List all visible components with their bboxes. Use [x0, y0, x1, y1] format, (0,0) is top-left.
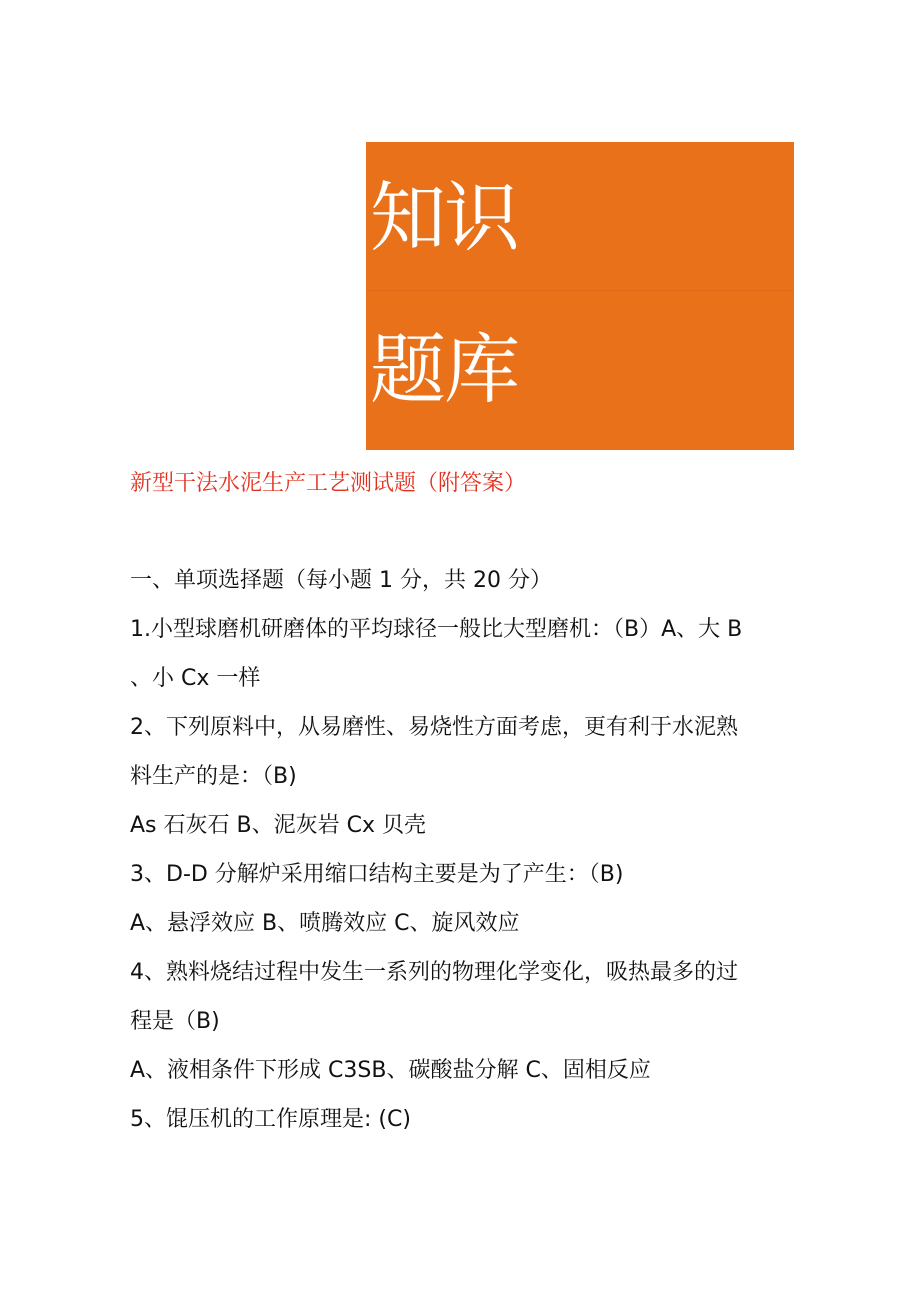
document-title: 新型干法水泥生产工艺测试题（附答案）	[130, 471, 527, 496]
answer-options-line: A、液相条件下形成 C3SB、碳酸盐分解 C、固相反应	[130, 1058, 651, 1083]
question-line: 料生产的是：（B)	[130, 764, 297, 789]
section-heading: 一、单项选择题（每小题 1 分，共 20 分）	[130, 568, 552, 593]
question-text	[130, 556, 790, 1144]
question-line: 1.小型球磨机研磨体的平均球径一般比大型磨机：（B）A、大 B	[130, 617, 743, 642]
answer-options-line: A、悬浮效应 B、喷腾效应 C、旋风效应	[130, 911, 520, 936]
cover-title-line-1: 知识	[370, 173, 518, 262]
question-line: 2、下列原料中，从易磨性、易烧性方面考虑，更有利于水泥熟	[130, 715, 738, 740]
answer-options-line: As 石灰石 B、泥灰岩 Cx 贝壳	[130, 813, 426, 838]
question-line: 、小 Cx 一样	[130, 666, 261, 691]
cover-block	[366, 142, 794, 450]
question-line: 5、馄压机的工作原理是: (C)	[130, 1107, 411, 1132]
cover-title-line-2: 题库	[370, 325, 518, 414]
question-line: 程是（B)	[130, 1009, 220, 1034]
cover-divider	[366, 290, 794, 291]
question-line: 4、熟料烧结过程中发生一系列的物理化学变化，吸热最多的过	[130, 960, 738, 985]
question-line: 3、D-D 分解炉采用缩口结构主要是为了产生：（B)	[130, 862, 624, 887]
